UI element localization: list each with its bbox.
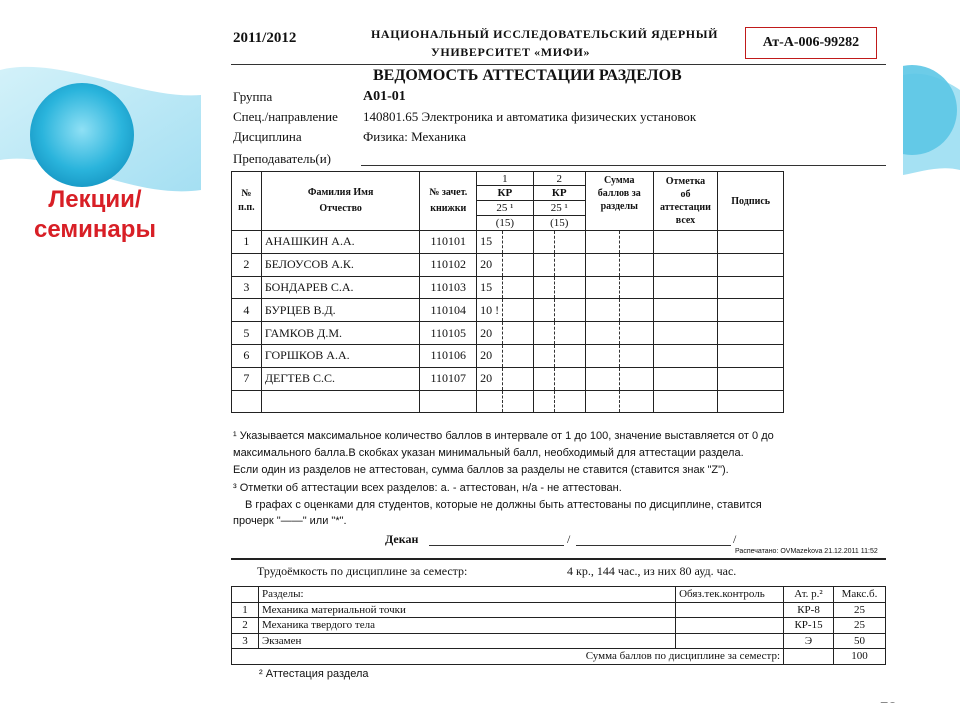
attestation-sheet (201, 12, 903, 702)
section1-extra (503, 231, 533, 254)
table-row (232, 322, 784, 345)
mark-cell (653, 367, 718, 390)
header-empty (232, 587, 259, 603)
grades-table (231, 171, 784, 413)
dean-name-line (576, 545, 731, 546)
header-control: Обяз.тек.контроль (676, 587, 784, 603)
sum-extra (619, 253, 653, 276)
row-number: 3 (232, 276, 262, 299)
section1-score: 20 (477, 367, 503, 390)
section1-score: 10 ! (477, 299, 503, 322)
header-number-sub: п.п. (238, 202, 255, 213)
table-row (232, 276, 784, 299)
sum-cell (585, 367, 619, 390)
record-book-number: 110102 (420, 253, 477, 276)
section1-score: 20 (477, 253, 503, 276)
section1-score: 20 (477, 322, 503, 345)
sum-extra (619, 367, 653, 390)
side-label-line1: Лекции/ (48, 186, 142, 213)
document-code: Ат-А-006-99282 (745, 27, 877, 59)
signature-cell (718, 276, 784, 299)
mark-cell (653, 231, 718, 254)
table-row (232, 299, 784, 322)
row-number: 4 (232, 299, 262, 322)
section2-extra (555, 253, 586, 276)
table-row (232, 231, 784, 254)
total-value: 100 (834, 649, 886, 665)
student-name: БЕЛОУСОВ А.К. (261, 253, 420, 276)
mark-cell (653, 299, 718, 322)
row-number: 7 (232, 367, 262, 390)
side-label (10, 185, 180, 245)
sections-table (231, 586, 886, 665)
row-number: 1 (232, 231, 262, 254)
spec-value: 140801.65 Электроника и автоматика физических установок (363, 109, 697, 124)
university-name-line2: УНИВЕРСИТЕТ «МИФИ» (431, 45, 591, 59)
section2-extra (555, 367, 586, 390)
section2-extra (555, 231, 586, 254)
labor-value: 4 кр., 144 час., из них 80 ауд. час. (567, 564, 737, 578)
section1-min: (15) (477, 216, 533, 231)
empty-cell (261, 390, 420, 413)
empty-cell (420, 390, 477, 413)
empty-cell (232, 390, 262, 413)
spec-label: Спец./направление (233, 109, 338, 124)
empty-cell (533, 390, 555, 413)
academic-year: 2011/2012 (233, 30, 297, 46)
record-book-number: 110107 (420, 367, 477, 390)
section2-score (533, 299, 555, 322)
printed-rule (231, 558, 886, 560)
section2-min: (15) (533, 216, 585, 231)
sum-cell (585, 276, 619, 299)
header-mark (653, 172, 718, 231)
discipline-label: Дисциплина (233, 129, 302, 144)
sum-cell (585, 322, 619, 345)
list-item (232, 602, 886, 618)
section-attestation: КР-15 (784, 618, 834, 634)
header-sum-line3: разделы (600, 201, 638, 212)
section1-extra (503, 322, 533, 345)
record-book-number: 110103 (420, 276, 477, 299)
dean-slash: / (567, 532, 571, 546)
list-item (232, 633, 886, 649)
signature-cell (718, 344, 784, 367)
section2-extra (555, 299, 586, 322)
empty-cell (555, 390, 586, 413)
section1-score: 20 (477, 344, 503, 367)
section-number: 2 (232, 618, 259, 634)
mark-cell (653, 253, 718, 276)
teacher-line (361, 165, 886, 166)
group-value: А01-01 (363, 89, 406, 104)
header-record-book-line1: № зачет. (429, 187, 468, 198)
student-name: БОНДАРЕВ С.А. (261, 276, 420, 299)
header-sum (585, 172, 653, 231)
signature-cell (718, 322, 784, 345)
student-name: АНАШКИН А.А. (261, 231, 420, 254)
table-row-empty (232, 390, 784, 413)
section-max: 50 (834, 633, 886, 649)
section-name: Механика твердого тела (258, 618, 675, 634)
record-book-number: 110105 (420, 322, 477, 345)
sum-extra (619, 276, 653, 299)
header-mark-line2: об (680, 189, 691, 200)
header-fullname (261, 172, 420, 231)
empty-cell (477, 390, 503, 413)
signature-cell (718, 299, 784, 322)
table-row (232, 367, 784, 390)
list-item (232, 618, 886, 634)
empty-cell (585, 390, 619, 413)
header-sections: Разделы: (258, 587, 675, 603)
student-name: ГАМКОВ Д.М. (261, 322, 420, 345)
header-signature: Подпись (718, 172, 784, 231)
section-max: 25 (834, 602, 886, 618)
sum-cell (585, 344, 619, 367)
empty-cell (653, 390, 718, 413)
labor-label: Трудоёмкость по дисциплине за семестр: (257, 564, 468, 578)
sections-total-row (232, 649, 886, 665)
section2-max: 25 ¹ (533, 201, 585, 216)
note-1-line3: Если один из разделов не аттестован, сумма баллов за разделы не ставится (ставится знак "Z"). (233, 464, 729, 476)
sections-header-row (232, 587, 886, 603)
header-sum-line2: баллов за (597, 188, 641, 199)
header-sum-line1: Сумма (604, 175, 635, 186)
section2-extra (555, 344, 586, 367)
header-rule (231, 64, 886, 65)
section1-score: 15 (477, 276, 503, 299)
signature-cell (718, 253, 784, 276)
section-name: Экзамен (258, 633, 675, 649)
section2-extra (555, 322, 586, 345)
note-4-line2: прочерк "——" или "*". (233, 515, 347, 527)
header-fullname-line2: Отчество (319, 203, 362, 214)
dean-slash-end: / (733, 532, 737, 546)
empty-cell (718, 390, 784, 413)
section2-score (533, 276, 555, 299)
sum-extra (619, 344, 653, 367)
empty-cell (619, 390, 653, 413)
section2-score (533, 253, 555, 276)
section2-score (533, 367, 555, 390)
note-3: ³ Отметки об аттестации всех разделов: а. - аттестован, н/а - не аттестован. (233, 482, 622, 494)
grades-rows (232, 231, 784, 413)
row-number: 5 (232, 322, 262, 345)
section1-type: КР (477, 186, 533, 201)
header-number: № п.п. (232, 172, 262, 231)
row-number: 6 (232, 344, 262, 367)
document-title: ВЕДОМОСТЬ АТТЕСТАЦИИ РАЗДЕЛОВ (373, 67, 682, 84)
section-number: 1 (232, 602, 259, 618)
empty-cell (503, 390, 533, 413)
signature-cell (718, 367, 784, 390)
signature-cell (718, 231, 784, 254)
section1-extra (503, 367, 533, 390)
section1-max: 25 ¹ (477, 201, 533, 216)
table-row (232, 253, 784, 276)
sum-cell (585, 231, 619, 254)
student-name: БУРЦЕВ В.Д. (261, 299, 420, 322)
record-book-number: 110106 (420, 344, 477, 367)
section2-extra (555, 276, 586, 299)
section1-extra (503, 276, 533, 299)
section-number: 3 (232, 633, 259, 649)
total-empty (784, 649, 834, 665)
mark-cell (653, 344, 718, 367)
section-attestation: КР-8 (784, 602, 834, 618)
teacher-label: Преподаватель(и) (233, 151, 332, 166)
header-record-book (420, 172, 477, 231)
note-1-line1: ¹ Указывается максимальное количество баллов в интервале от 1 до 100, значение выставляется от 0 до (233, 430, 774, 442)
header-record-book-line2: книжки (430, 203, 467, 214)
section-name: Механика материальной точки (258, 602, 675, 618)
section2-score (533, 231, 555, 254)
header-mark-line4: всех (675, 215, 696, 226)
table-row (232, 344, 784, 367)
header-attestation: Ат. р.² (784, 587, 834, 603)
record-book-number: 110104 (420, 299, 477, 322)
sum-extra (619, 299, 653, 322)
section1-number: 1 (477, 172, 533, 186)
student-name: ГОРШКОВ А.А. (261, 344, 420, 367)
record-book-number: 110101 (420, 231, 477, 254)
header-mark-line1: Отметка (665, 176, 706, 187)
sum-cell (585, 253, 619, 276)
section-control (676, 618, 784, 634)
mark-cell (653, 276, 718, 299)
header-max-score: Макс.б. (834, 587, 886, 603)
note-1-line2: максимального балла.В скобках указан минимальный балл, необходимый для аттестации раздела. (233, 447, 744, 459)
section-attestation: Э (784, 633, 834, 649)
header-mark-line3: аттестации (660, 202, 711, 213)
section-control (676, 602, 784, 618)
discipline-value: Физика: Механика (363, 129, 466, 144)
section1-extra (503, 344, 533, 367)
sum-extra (619, 322, 653, 345)
section2-score (533, 344, 555, 367)
group-label: Группа (233, 89, 273, 104)
sum-cell (585, 299, 619, 322)
sum-extra (619, 231, 653, 254)
row-number: 2 (232, 253, 262, 276)
mark-cell (653, 322, 718, 345)
side-label-line2: семинары (34, 216, 156, 243)
student-name: ДЕГТЕВ С.С. (261, 367, 420, 390)
section1-extra (503, 253, 533, 276)
section1-score: 15 (477, 231, 503, 254)
section-max: 25 (834, 618, 886, 634)
section1-extra (503, 299, 533, 322)
university-name-line1: НАЦИОНАЛЬНЫЙ ИССЛЕДОВАТЕЛЬСКИЙ ЯДЕРНЫЙ (371, 27, 719, 41)
dean-signature-line (429, 545, 564, 546)
printed-stamp: Распечатано: OVMazekova 21.12.2011 11:52 (735, 548, 878, 555)
section2-type: КР (533, 186, 585, 201)
section2-score (533, 322, 555, 345)
sections-footnote: ² Аттестация раздела (259, 668, 369, 680)
note-4-line1: В графах с оценками для студентов, которые не должны быть аттестованы по дисциплине, ставится (245, 499, 762, 511)
total-label: Сумма баллов по дисциплине за семестр: (232, 649, 784, 665)
section-control (676, 633, 784, 649)
header-fullname-line1: Фамилия Имя (307, 187, 374, 198)
section2-number: 2 (533, 172, 585, 186)
dean-label: Декан (385, 532, 419, 546)
